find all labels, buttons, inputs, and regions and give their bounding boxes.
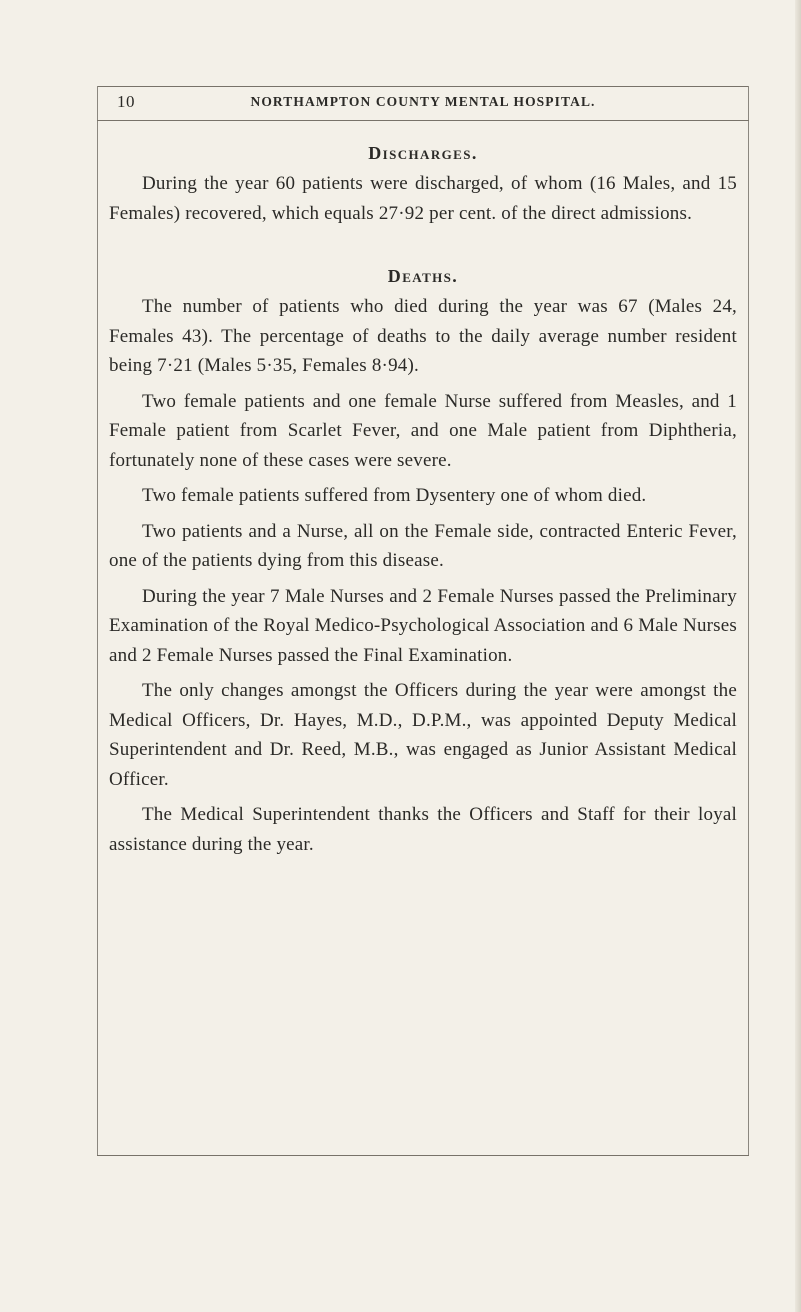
page-number: 10 <box>117 92 135 111</box>
thanks-paragraph: The Medical Superintendent thanks the Officers and Staff for their loyal assistance during the year. <box>109 804 737 855</box>
running-title: NORTHAMPTON COUNTY MENTAL HOSPITAL. <box>250 94 596 109</box>
dysentery-paragraph: Two female patients suffered from Dysentery one of whom died. <box>142 485 647 506</box>
page-body <box>109 137 737 859</box>
officer-changes-paragraph: The only changes amongst the Officers during the year were amongst the Medical Officers, Dr. Hayes, M.D., D.P.M., was appointed Deputy Medical Superintendent and Dr. Reed, M.B., was engaged as Junior Assistant Medical Officer. <box>109 680 737 790</box>
right-frame-line <box>748 86 749 1156</box>
page-header <box>97 92 749 114</box>
discharges-heading: Discharges. <box>368 143 478 163</box>
nurse-examinations-paragraph: During the year 7 Male Nurses and 2 Female Nurses passed the Preliminary Examination of the Royal Medico-Psychological Association and 6 Male Nurses and 2 Female Nurses passed the Final Examination. <box>109 585 737 666</box>
infections-paragraph: Two female patients and one female Nurse suffered from Measles, and 1 Female patient from Scarlet Fever, and one Male patient from Diphtheria, fortunately none of these cases were severe. <box>109 390 737 471</box>
enteric-fever-paragraph: Two patients and a Nurse, all on the Female side, contracted Enteric Fever, one of the patients dying from this disease. <box>109 520 737 571</box>
header-rule <box>97 120 749 121</box>
discharges-paragraph: During the year 60 patients were discharged, of whom (16 Males, and 15 Females) recovered, which equals 27·92 per cent. of the direct admissions. <box>109 173 737 224</box>
bottom-rule <box>97 1155 749 1156</box>
deaths-heading: Deaths. <box>387 266 459 286</box>
deaths-paragraph: The number of patients who died during the year was 67 (Males 24, Females 43). The percentage of deaths to the daily average number resident being 7·21 (Males 5·35, Females 8·94). <box>109 296 737 376</box>
left-frame-line <box>97 86 98 1156</box>
top-rule <box>97 86 749 87</box>
page-edge <box>795 0 801 1312</box>
